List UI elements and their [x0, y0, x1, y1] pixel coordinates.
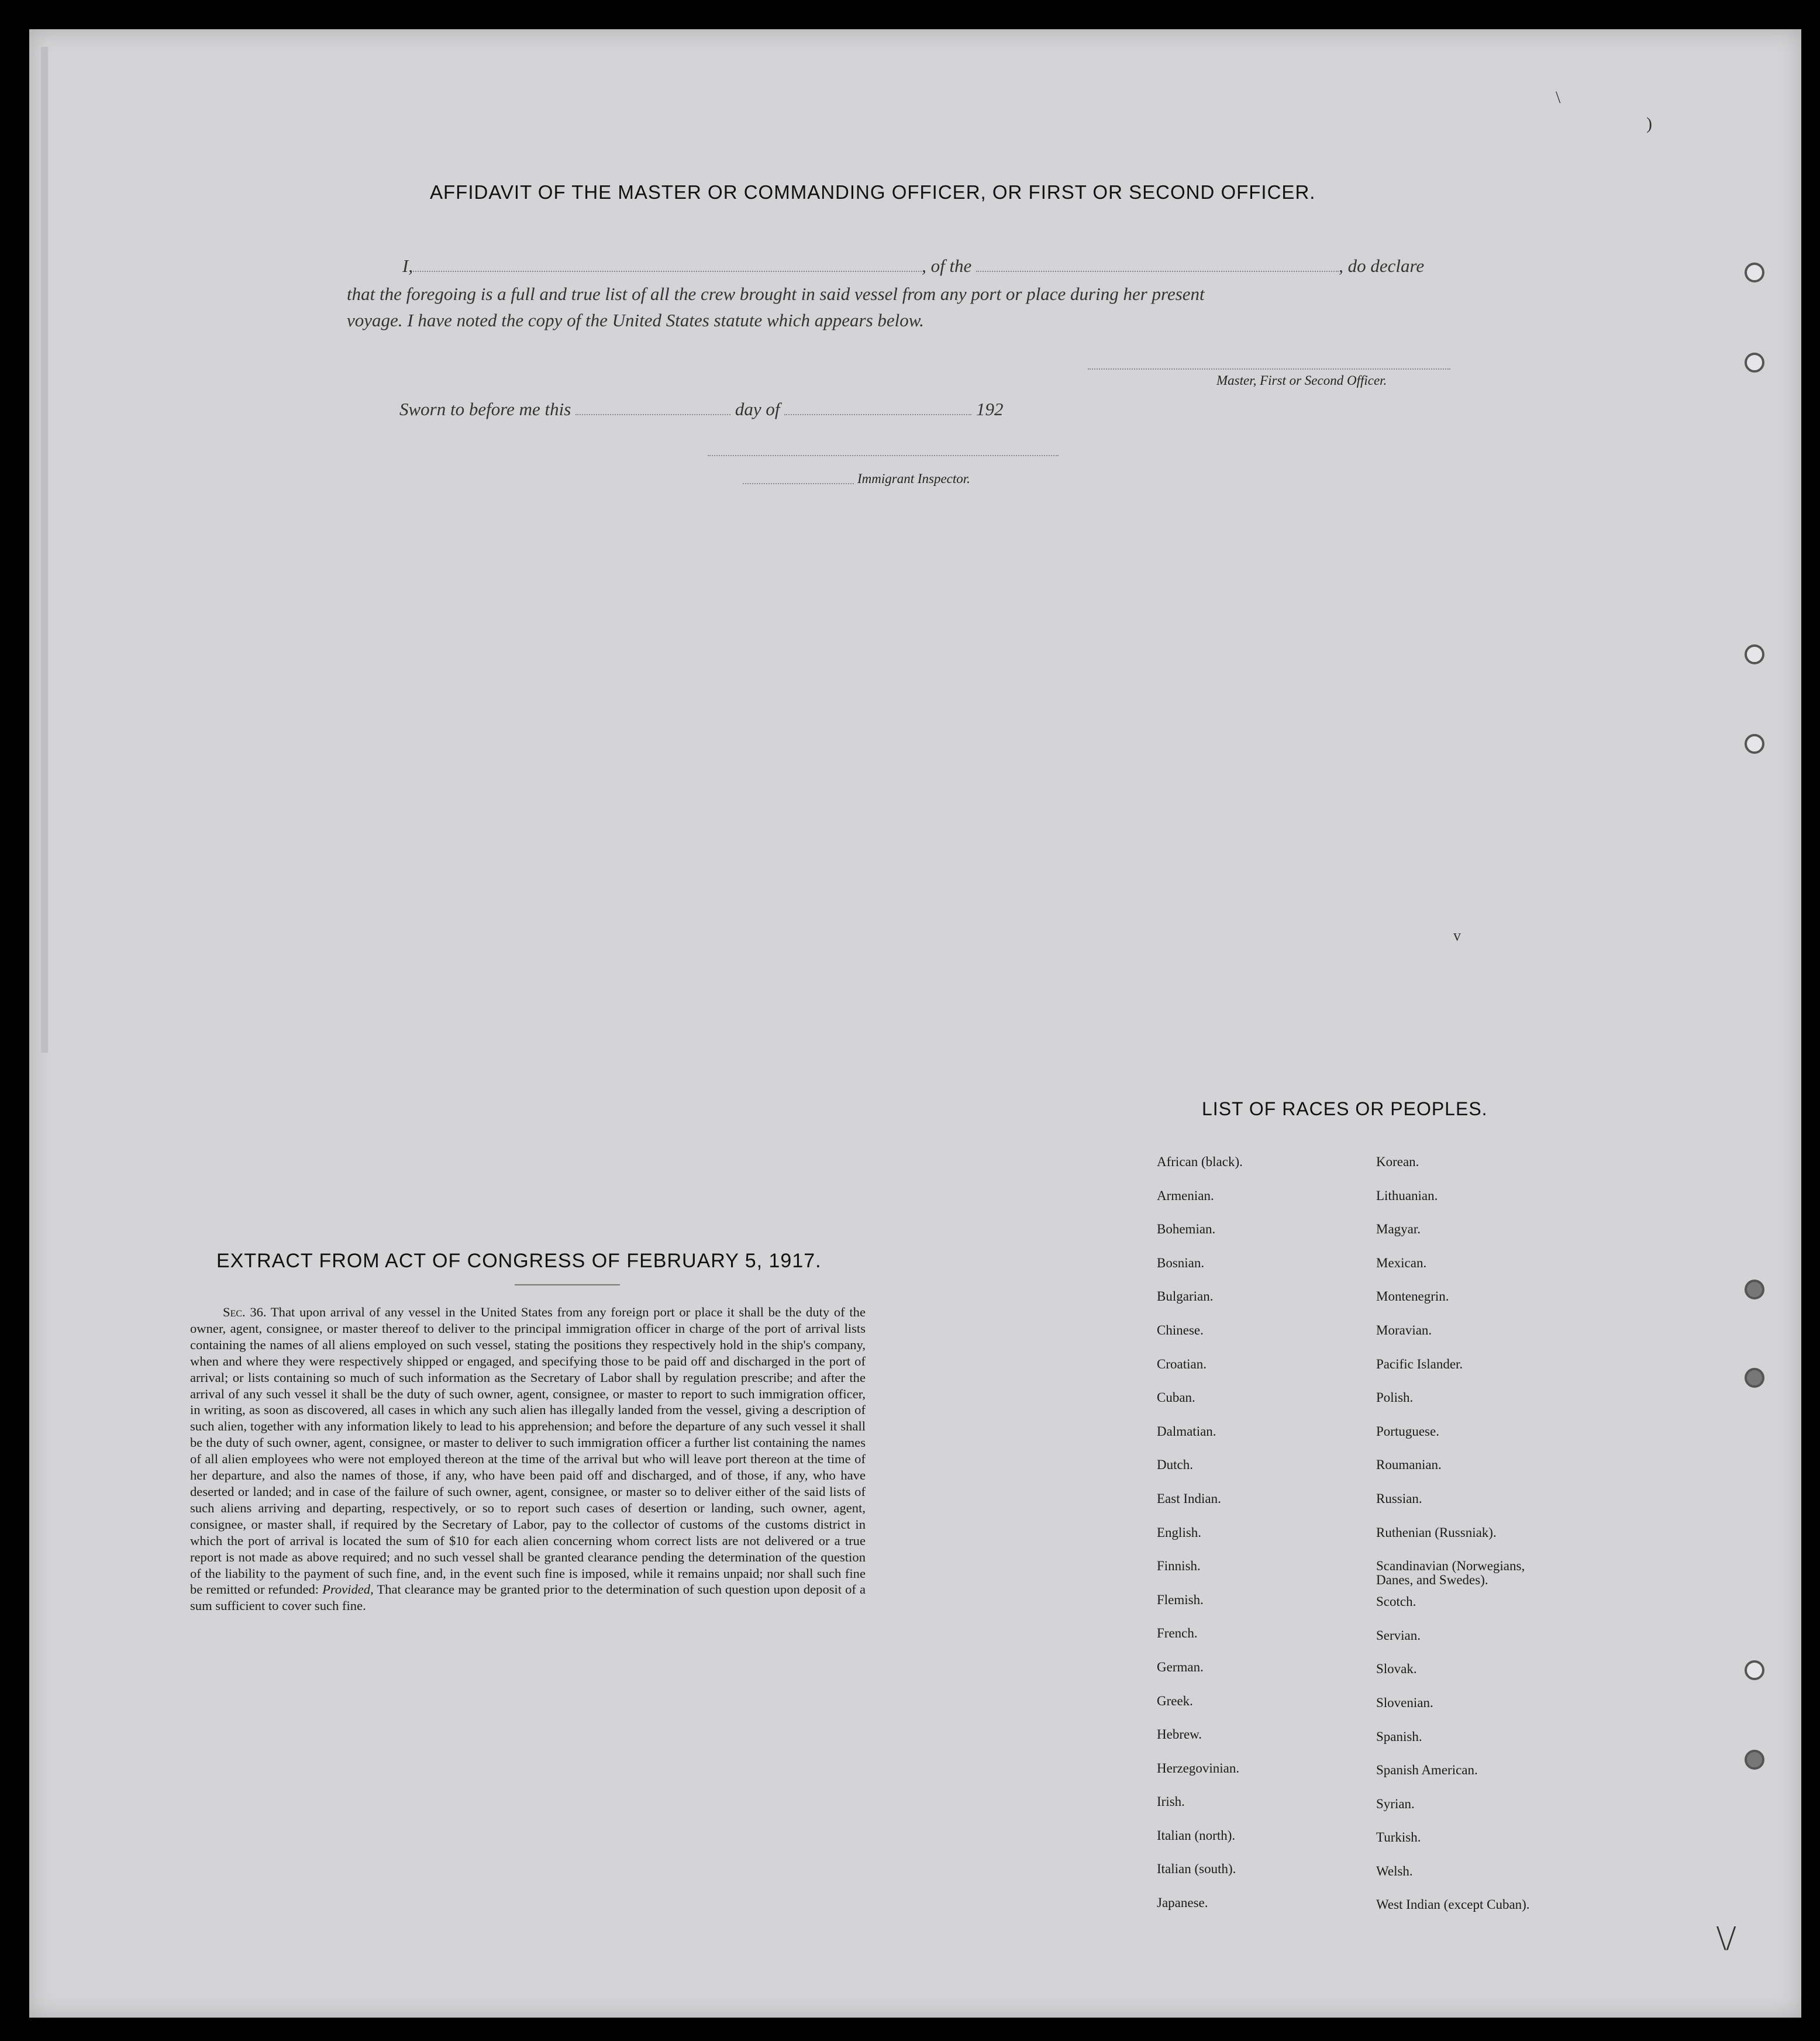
- race-item: Korean.: [1376, 1154, 1419, 1169]
- page-edge-shadow: [41, 47, 48, 1053]
- scan-mark: \: [1556, 88, 1561, 107]
- race-item: Bosnian.: [1157, 1255, 1205, 1270]
- binder-hole: [1745, 644, 1764, 664]
- scan-mark: \/: [1716, 1919, 1736, 1957]
- race-item: Spanish American.: [1376, 1763, 1478, 1778]
- race-item: Dutch.: [1157, 1457, 1193, 1473]
- race-item: Portuguese.: [1376, 1423, 1439, 1439]
- scan-mark: ): [1646, 114, 1652, 133]
- race-item: Servian.: [1376, 1628, 1421, 1643]
- master-signature-label: Master, First or Second Officer.: [1216, 373, 1387, 388]
- binder-hole: [1745, 1660, 1764, 1680]
- vessel-name-field[interactable]: [976, 258, 1339, 272]
- scan-mark: v: [1453, 927, 1461, 944]
- affidavit-text-line-3: voyage. I have noted the copy of the United States statute which appears below.: [347, 310, 924, 330]
- inspector-signature-field[interactable]: [708, 454, 1059, 456]
- affidavit-declare-label: , do declare: [1339, 256, 1425, 276]
- affidavit-i-label: I,: [402, 256, 413, 276]
- race-item: Moravian.: [1376, 1322, 1432, 1337]
- binder-hole: [1745, 263, 1764, 282]
- race-item: Mexican.: [1376, 1255, 1427, 1270]
- inspector-signature-field-short[interactable]: [743, 482, 854, 484]
- year-prefix: 192: [976, 399, 1004, 419]
- section-label: Sec. 36.: [223, 1305, 267, 1319]
- binder-hole: [1745, 1368, 1764, 1388]
- race-item: Spanish.: [1376, 1729, 1422, 1744]
- race-item: Japanese.: [1157, 1895, 1208, 1911]
- race-item: Ruthenian (Russniak).: [1376, 1525, 1497, 1540]
- race-item: Russian.: [1376, 1491, 1422, 1506]
- race-item: Lithuanian.: [1376, 1188, 1438, 1203]
- sworn-day-field[interactable]: [575, 401, 730, 415]
- extract-text: That upon arrival of any vessel in the United States from any foreign port or place it shall be the duty of the owner, agent, consignee, or master thereof to deliver to the principal immigration officer in charge of the port of arrival lists containing the names of all aliens employed on such vessel, stating the positions they respectively hold in the ship's company, when and where they were respectively shipped or engaged, and specifying those to be paid off and discharged in the port of arrival; or lists containing so much of such information as the Secretary of Labor shall by regulation prescribe; and after the arrival of any such vessel it shall be the duty of such owner, agent, consignee, or master to report to such immigration officer, in writing, as soon as discovered, all cases in which any such alien has illegally landed from the vessel, giving a description of such alien, together with any information likely to lead to his apprehension; and before the departure of any such vessel it shall be the duty of such owner, agent, consignee, or master to deliver to such immigration officer a further list containing the names of all alien employees who were not employed thereon at the time of the arrival but who will leave port thereon at the time of her departure, and also the names of those, if any, who have been paid off and discharged, and of those, if any, who have deserted or landed; and in case of the failure of such owner, agent, consignee, or master so to deliver either of the said lists of such aliens arriving and departing, respectively, or so to report such cases of desertion or landing, such owner, agent, consignee, or master shall, if required by the Secretary of Labor, pay to the collector of customs of the customs district in which the port of arrival is located the sum of $10 for each alien concerning whom correct lists are not delivered or a true report is not made as above required; and no such vessel shall be granted clearance pending the determination of the question of the liability to the payment of such fine, and, in the event such fine is imposed, while it remains unpaid; nor shall such fine be remitted or refunded:: [190, 1305, 866, 1597]
- extract-title-rule: [515, 1284, 620, 1285]
- race-item: African (black).: [1157, 1154, 1243, 1169]
- provided-label: Provided,: [322, 1582, 374, 1597]
- race-item: Hebrew.: [1157, 1727, 1202, 1742]
- race-item: English.: [1157, 1525, 1202, 1540]
- race-item: Chinese.: [1157, 1322, 1204, 1337]
- races-list-title: LIST OF RACES OR PEOPLES.: [1202, 1098, 1488, 1119]
- race-item: Finnish.: [1157, 1559, 1201, 1574]
- race-item: Greek.: [1157, 1693, 1193, 1708]
- race-item: Herzegovinian.: [1157, 1760, 1240, 1775]
- affidavit-text-line-2: that the foregoing is a full and true list of all the crew brought in said vessel from any port or place during her present: [347, 284, 1205, 304]
- race-item: Croatian.: [1157, 1356, 1207, 1371]
- race-item: Scandinavian (Norwegians, Danes, and Swedes).: [1376, 1559, 1525, 1588]
- extract-body: [190, 1304, 866, 1614]
- race-item: Welsh.: [1376, 1863, 1413, 1878]
- races-list-right-column: [1376, 1155, 1622, 1932]
- master-signature-field[interactable]: [1088, 367, 1450, 370]
- race-item: Roumanian.: [1376, 1457, 1442, 1473]
- sworn-label: Sworn to before me this: [399, 399, 571, 419]
- extract-title: EXTRACT FROM ACT OF CONGRESS OF FEBRUARY 5, 1917.: [216, 1250, 822, 1272]
- race-item: Polish.: [1376, 1390, 1414, 1405]
- race-item: Syrian.: [1376, 1796, 1415, 1811]
- race-item: Montenegrin.: [1376, 1289, 1449, 1304]
- race-item: Magyar.: [1376, 1222, 1421, 1237]
- race-item: East Indian.: [1157, 1491, 1221, 1506]
- affidavit-of-the-label: , of the: [922, 256, 972, 276]
- race-item: Slovak.: [1376, 1661, 1417, 1677]
- binder-hole: [1745, 1280, 1764, 1299]
- race-item: Italian (north).: [1157, 1828, 1236, 1843]
- race-item: Turkish.: [1376, 1830, 1421, 1845]
- binder-hole: [1745, 1750, 1764, 1770]
- affidavit-title: AFFIDAVIT OF THE MASTER OR COMMANDING OFFICER, OR FIRST OR SECOND OFFICER.: [430, 181, 1316, 203]
- sworn-month-field[interactable]: [784, 401, 971, 415]
- race-item: Irish.: [1157, 1794, 1185, 1809]
- extract-text-end: That clearance may be granted prior to the determination of such question upon deposit of a sum sufficient to cover such fine.: [190, 1582, 866, 1614]
- race-item: Scotch.: [1376, 1594, 1416, 1609]
- race-item: Italian (south).: [1157, 1861, 1236, 1877]
- binder-hole: [1745, 353, 1764, 373]
- affidavit-declaration-line: [402, 256, 1424, 277]
- inspector-label: Immigrant Inspector.: [857, 471, 970, 486]
- race-item: Armenian.: [1157, 1188, 1214, 1203]
- race-item: Slovenian.: [1376, 1695, 1433, 1710]
- officer-name-field[interactable]: [413, 258, 922, 272]
- binder-hole: [1745, 734, 1764, 754]
- races-list-left-column: [1157, 1155, 1350, 1930]
- race-item: German.: [1157, 1659, 1204, 1674]
- race-item: Cuban.: [1157, 1390, 1195, 1405]
- race-item: Dalmatian.: [1157, 1423, 1216, 1439]
- race-item: Pacific Islander.: [1376, 1356, 1463, 1371]
- race-item: Bulgarian.: [1157, 1289, 1214, 1304]
- sworn-line: [399, 399, 1003, 420]
- race-item: Flemish.: [1157, 1592, 1204, 1607]
- race-item: Bohemian.: [1157, 1222, 1216, 1237]
- race-item: French.: [1157, 1626, 1198, 1641]
- race-item: West Indian (except Cuban).: [1376, 1897, 1530, 1912]
- day-of-label: day of: [735, 399, 780, 419]
